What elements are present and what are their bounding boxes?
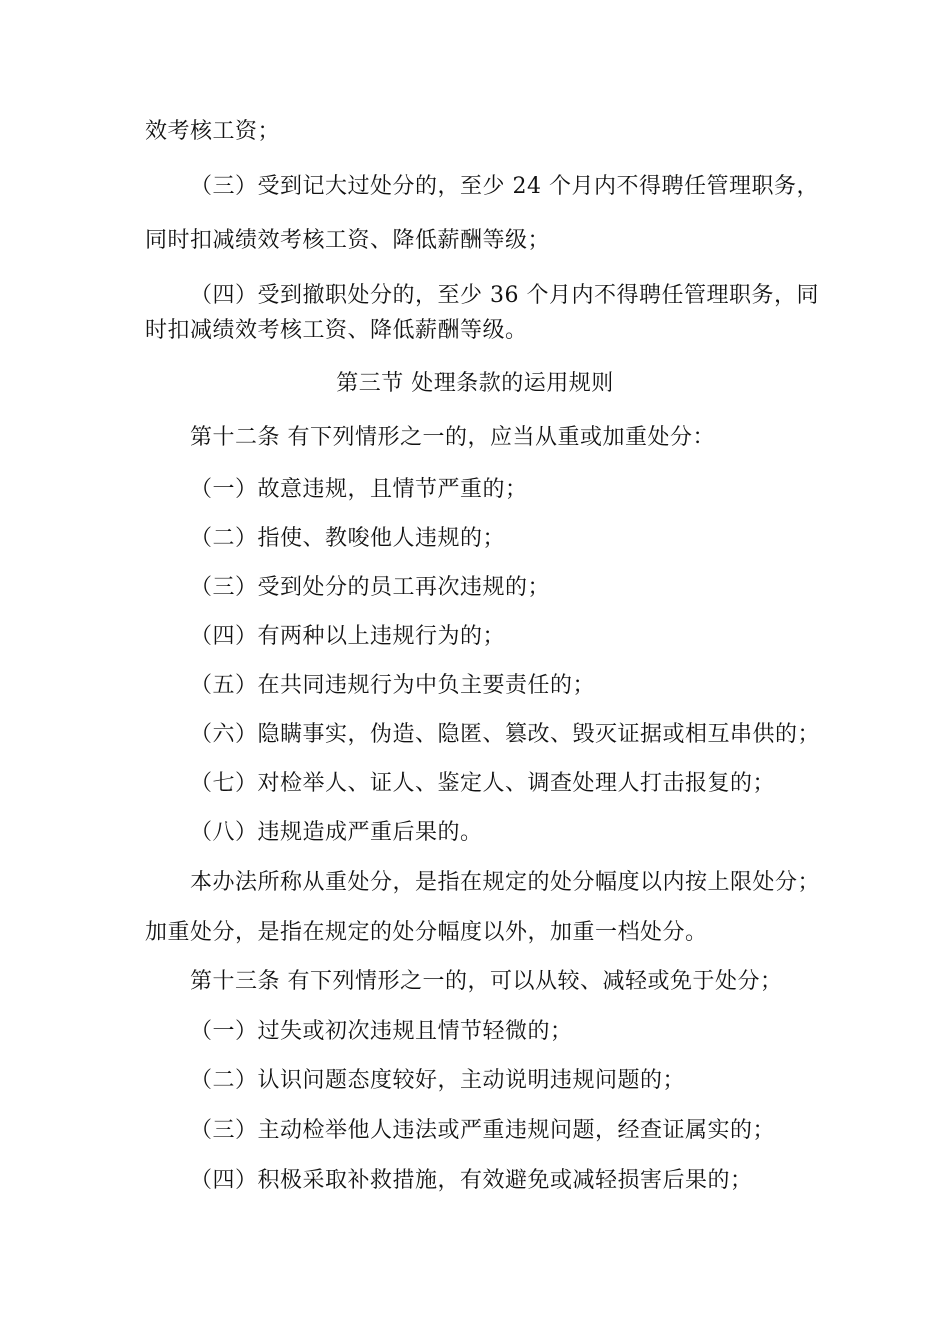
list-item: （六）隐瞒事实，伪造、隐匿、篡改、毁灭证据或相互串供的； <box>190 722 821 747</box>
list-item: （八）违规造成严重后果的。 <box>190 820 483 845</box>
list-item: （七）对检举人、证人、鉴定人、调查处理人打击报复的； <box>190 771 776 796</box>
list-item: （三）主动检举他人违法或严重违规问题，经查证属实的； <box>190 1118 776 1143</box>
paragraph-line: （三）受到记大过处分的，至少 24 个月内不得聘任管理职务， <box>190 174 819 199</box>
article-heading: 第十二条 有下列情形之一的，应当从重或加重处分： <box>190 425 715 450</box>
list-item: （四）积极采取补救措施，有效避免或减轻损害后果的； <box>190 1168 753 1193</box>
list-item: （三）受到处分的员工再次违规的； <box>190 575 551 600</box>
paragraph-line: 效考核工资； <box>145 119 281 144</box>
list-item: （一）故意违规，且情节严重的； <box>190 477 528 502</box>
paragraph-line: 本办法所称从重处分，是指在规定的处分幅度以内按上限处分； <box>190 870 821 895</box>
list-item: （四）有两种以上违规行为的； <box>190 624 506 649</box>
paragraph-line: 同时扣减绩效考核工资、降低薪酬等级； <box>145 228 551 253</box>
article-heading: 第十三条 有下列情形之一的，可以从较、减轻或免于处分； <box>190 969 783 994</box>
list-item: （二）指使、教唆他人违规的； <box>190 526 506 551</box>
paragraph-line: （四）受到撤职处分的，至少 36 个月内不得聘任管理职务，同 <box>190 283 819 308</box>
section-heading: 第三节 处理条款的运用规则 <box>336 371 614 396</box>
paragraph-line: 时扣减绩效考核工资、降低薪酬等级。 <box>145 318 528 343</box>
paragraph-line: 加重处分，是指在规定的处分幅度以外，加重一档处分。 <box>145 920 708 945</box>
list-item: （一）过失或初次违规且情节轻微的； <box>190 1019 573 1044</box>
list-item: （二）认识问题态度较好，主动说明违规问题的； <box>190 1068 686 1093</box>
list-item: （五）在共同违规行为中负主要责任的； <box>190 673 596 698</box>
